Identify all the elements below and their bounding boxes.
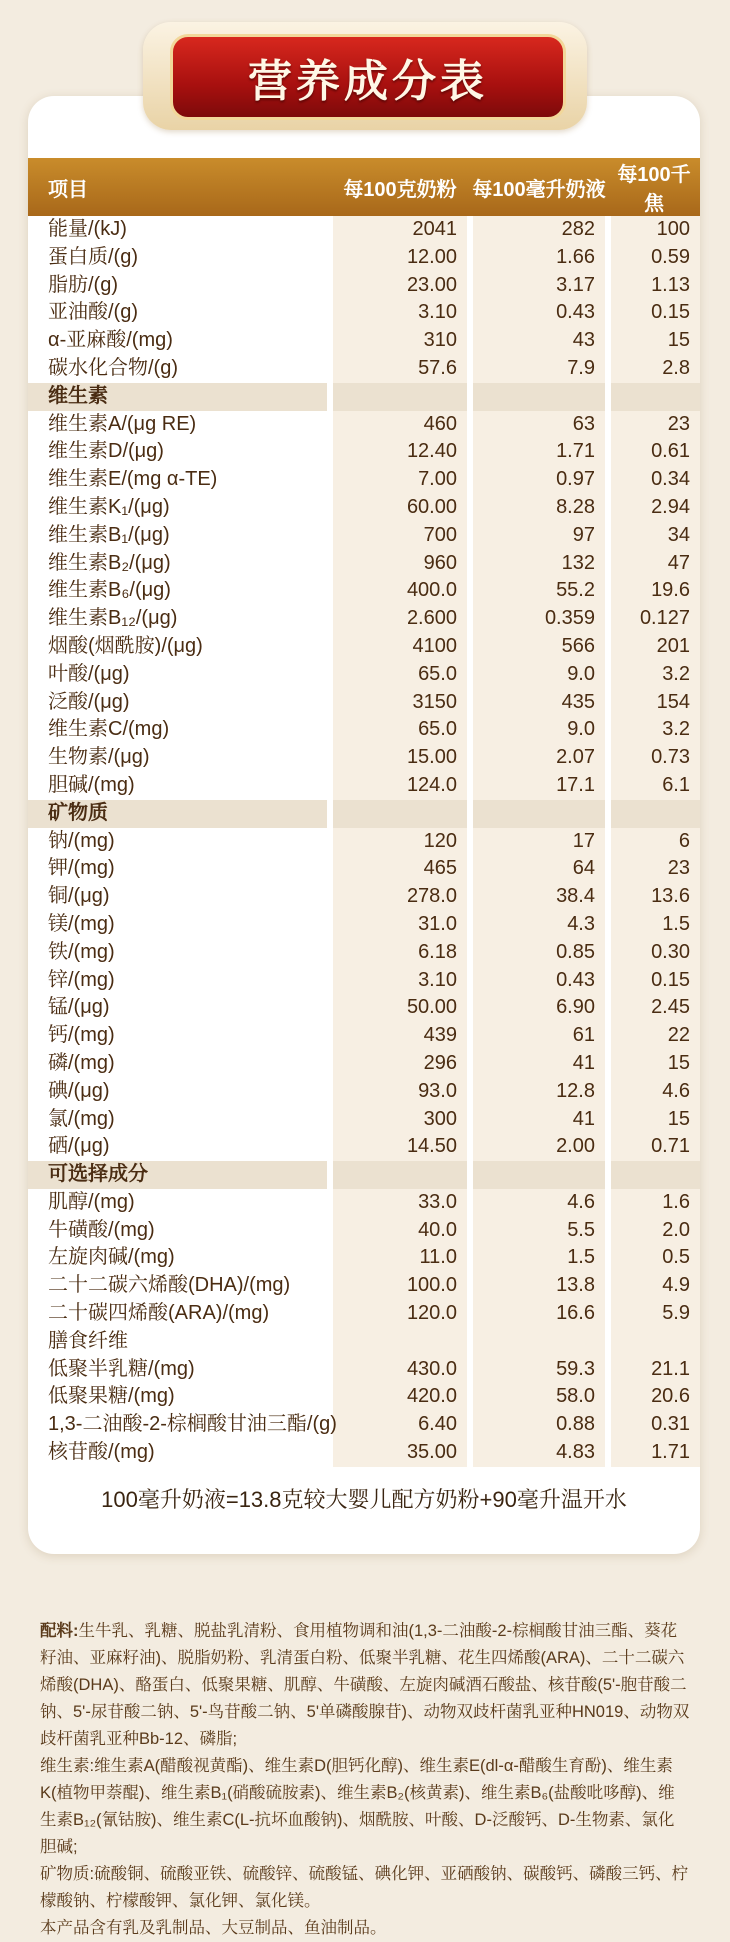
nutrient-name: 硒/(μg): [48, 1135, 110, 1158]
value-per-100kj: 20.6: [608, 1383, 700, 1411]
header-per-100ml: 每100毫升奶液: [470, 158, 608, 216]
value-per-100kj: 201: [608, 633, 700, 661]
value-per-100ml: 4.83: [470, 1439, 608, 1467]
nutrient-name: 核苷酸/(mg): [48, 1441, 155, 1464]
table-row: [28, 550, 700, 578]
value-per-100ml: 4.6: [470, 1189, 608, 1217]
value-per-100kj: 1.13: [608, 272, 700, 300]
nutrient-name: 脂肪/(g): [48, 273, 118, 296]
value-per-100kj: 2.94: [608, 494, 700, 522]
value-per-100kj: 0.59: [608, 244, 700, 272]
value-per-100g: 93.0: [330, 1078, 470, 1106]
value-per-100ml: 0.43: [470, 967, 608, 995]
value-per-100g: 35.00: [330, 1439, 470, 1467]
ingredients-paragraph: [40, 1618, 690, 1753]
value-per-100g: 400.0: [330, 577, 470, 605]
nutrient-name: 碳水化合物/(g): [48, 356, 178, 379]
nutrient-name: 烟酸(烟酰胺)/(μg): [48, 634, 203, 657]
value-per-100g: [330, 1328, 470, 1356]
table-row: [28, 466, 700, 494]
value-per-100kj: 23: [608, 411, 700, 439]
table-row: [28, 1050, 700, 1078]
value-per-100kj: 0.71: [608, 1133, 700, 1161]
value-per-100g: 100.0: [330, 1272, 470, 1300]
table-row: [28, 1439, 700, 1467]
header-row: [28, 158, 700, 216]
nutrient-name: 肌醇/(mg): [48, 1190, 135, 1213]
table-row: [28, 716, 700, 744]
section-header-row: [28, 383, 700, 411]
nutrient-name: 维生素B₂/(μg): [48, 551, 171, 574]
value-per-100ml: 63: [470, 411, 608, 439]
table-row: [28, 939, 700, 967]
value-per-100g: 7.00: [330, 466, 470, 494]
nutrient-name: 锰/(μg): [48, 996, 110, 1019]
value-per-100kj: 0.5: [608, 1244, 700, 1272]
section-title: 矿物质: [28, 800, 330, 828]
table-row: [28, 216, 700, 244]
section-spacer-cell: [330, 383, 470, 411]
nutrient-name: 胆碱/(mg): [48, 773, 135, 796]
value-per-100kj: 1.5: [608, 911, 700, 939]
table-row: [28, 994, 700, 1022]
value-per-100ml: 1.66: [470, 244, 608, 272]
value-per-100ml: 41: [470, 1050, 608, 1078]
value-per-100kj: 6: [608, 828, 700, 856]
value-per-100kj: 154: [608, 689, 700, 717]
value-per-100g: 420.0: [330, 1383, 470, 1411]
table-header: [28, 158, 700, 216]
ingredients-section: [40, 1618, 690, 1942]
nutrient-name: 能量/(kJ): [48, 218, 127, 240]
value-per-100ml: 3.17: [470, 272, 608, 300]
table-row: [28, 522, 700, 550]
value-per-100g: 278.0: [330, 883, 470, 911]
value-per-100kj: 2.0: [608, 1217, 700, 1245]
table-row: [28, 411, 700, 439]
table-row: [28, 299, 700, 327]
table-row: [28, 438, 700, 466]
nutrient-name: 钾/(mg): [48, 857, 115, 880]
ingredients-text: 生牛乳、乳糖、脱盐乳清粉、食用植物调和油(1,3-二油酸-2-棕榈酸甘油三酯、葵花籽油、亚麻籽油)、脱脂奶粉、乳清蛋白粉、低聚半乳糖、花生四烯酸(ARA)、二十二碳六烯酸(DHA)、酪蛋白、低聚果糖、肌醇、牛磺酸、左旋肉碱酒石酸盐、核苷酸(5'-胞苷酸二钠、5'-尿苷酸二钠、5'-鸟苷酸二钠、5'单磷酸腺苷)、动物双歧杆菌乳亚种HN019、动物双歧杆菌乳亚种Bb-12、磷脂;: [40, 1622, 690, 1748]
value-per-100kj: 0.30: [608, 939, 700, 967]
nutrient-name: 膳食纤维: [48, 1329, 128, 1352]
nutrient-name: 铁/(mg): [48, 940, 115, 963]
value-per-100kj: 0.61: [608, 438, 700, 466]
table-row: [28, 1356, 700, 1384]
value-per-100ml: 6.90: [470, 994, 608, 1022]
value-per-100kj: 1.71: [608, 1439, 700, 1467]
table-row: [28, 661, 700, 689]
nutrient-name: 钙/(mg): [48, 1024, 115, 1047]
nutrient-name: 叶酸/(μg): [48, 662, 130, 685]
value-per-100g: 65.0: [330, 661, 470, 689]
value-per-100g: 12.40: [330, 438, 470, 466]
table-row: [28, 1106, 700, 1134]
section-spacer-cell: [330, 1161, 470, 1189]
table-row: [28, 577, 700, 605]
table-row: [28, 272, 700, 300]
table-row: [28, 883, 700, 911]
value-per-100g: 12.00: [330, 244, 470, 272]
value-per-100ml: 17.1: [470, 772, 608, 800]
nutrient-name: 锌/(mg): [48, 968, 115, 991]
nutrient-name: 低聚半乳糖/(mg): [48, 1357, 195, 1380]
table-row: [28, 1328, 700, 1356]
value-per-100kj: 19.6: [608, 577, 700, 605]
section-spacer-cell: [608, 383, 700, 411]
section-title: 维生素: [28, 383, 330, 411]
nutrient-name: 维生素B₁₂/(μg): [48, 607, 178, 630]
value-per-100g: 14.50: [330, 1133, 470, 1161]
value-per-100kj: 13.6: [608, 883, 700, 911]
value-per-100ml: 0.85: [470, 939, 608, 967]
table-row: [28, 967, 700, 995]
minerals-paragraph: 矿物质:硫酸铜、硫酸亚铁、硫酸锌、硫酸锰、碘化钾、亚硒酸钠、碳酸钙、磷酸三钙、柠檬酸钠、柠檬酸钾、氯化钾、氯化镁。: [40, 1865, 689, 1910]
value-per-100ml: 7.9: [470, 355, 608, 383]
table-row: [28, 855, 700, 883]
value-per-100ml: 17: [470, 828, 608, 856]
value-per-100g: 6.18: [330, 939, 470, 967]
table-row: [28, 1189, 700, 1217]
value-per-100kj: 4.6: [608, 1078, 700, 1106]
value-per-100ml: 59.3: [470, 1356, 608, 1384]
allergen-paragraph: 本产品含有乳及乳制品、大豆制品、鱼油制品。: [40, 1919, 387, 1937]
nutrient-name: 维生素E/(mg α-TE): [48, 468, 218, 491]
nutrient-name: 二十碳四烯酸(ARA)/(mg): [48, 1302, 270, 1325]
value-per-100kj: 1.6: [608, 1189, 700, 1217]
value-per-100g: 960: [330, 550, 470, 578]
value-per-100ml: 12.8: [470, 1078, 608, 1106]
value-per-100ml: 4.3: [470, 911, 608, 939]
value-per-100ml: 0.359: [470, 605, 608, 633]
value-per-100ml: 41: [470, 1106, 608, 1134]
value-per-100kj: 4.9: [608, 1272, 700, 1300]
table-row: [28, 1217, 700, 1245]
nutrient-name: 铜/(μg): [48, 885, 110, 908]
table-row: [28, 244, 700, 272]
value-per-100ml: 55.2: [470, 577, 608, 605]
value-per-100ml: 0.88: [470, 1411, 608, 1439]
value-per-100kj: [608, 1328, 700, 1356]
section-header-row: [28, 1161, 700, 1189]
nutrient-name: 维生素D/(μg): [48, 440, 164, 463]
table-row: [28, 1244, 700, 1272]
value-per-100g: 3.10: [330, 967, 470, 995]
value-per-100kj: 5.9: [608, 1300, 700, 1328]
nutrient-name: 磷/(mg): [48, 1051, 115, 1074]
nutrient-name: 维生素B₁/(μg): [48, 523, 170, 546]
value-per-100kj: 0.34: [608, 466, 700, 494]
nutrition-table: [28, 158, 700, 1467]
nutrient-name: 生物素/(μg): [48, 746, 150, 769]
value-per-100ml: 58.0: [470, 1383, 608, 1411]
table-row: [28, 1411, 700, 1439]
value-per-100ml: 1.71: [470, 438, 608, 466]
table-row: [28, 494, 700, 522]
value-per-100ml: 5.5: [470, 1217, 608, 1245]
value-per-100g: 310: [330, 327, 470, 355]
value-per-100kj: 0.127: [608, 605, 700, 633]
value-per-100ml: 435: [470, 689, 608, 717]
value-per-100kj: 0.15: [608, 967, 700, 995]
ingredients-label: 配料:: [40, 1622, 79, 1640]
table-row: [28, 1078, 700, 1106]
value-per-100kj: 15: [608, 327, 700, 355]
section-spacer-cell: [470, 383, 608, 411]
value-per-100kj: 23: [608, 855, 700, 883]
value-per-100g: 23.00: [330, 272, 470, 300]
value-per-100kj: 0.73: [608, 744, 700, 772]
section-spacer-cell: [608, 800, 700, 828]
value-per-100kj: 21.1: [608, 1356, 700, 1384]
value-per-100g: 2.600: [330, 605, 470, 633]
value-per-100ml: 9.0: [470, 716, 608, 744]
nutrient-name: α-亚麻酸/(mg): [48, 329, 173, 352]
value-per-100kj: 0.31: [608, 1411, 700, 1439]
value-per-100g: 6.40: [330, 1411, 470, 1439]
value-per-100g: 296: [330, 1050, 470, 1078]
nutrient-name: 氯/(mg): [48, 1107, 115, 1130]
value-per-100g: 439: [330, 1022, 470, 1050]
value-per-100g: 430.0: [330, 1356, 470, 1384]
value-per-100ml: 16.6: [470, 1300, 608, 1328]
preparation-note: 100毫升奶液=13.8克较大婴儿配方奶粉+90毫升温开水: [101, 1487, 627, 1512]
value-per-100ml: 132: [470, 550, 608, 578]
nutrient-name: 低聚果糖/(mg): [48, 1385, 175, 1408]
value-per-100ml: 61: [470, 1022, 608, 1050]
header-item: 项目: [28, 158, 330, 216]
nutrient-name: 维生素K₁/(μg): [48, 495, 170, 518]
value-per-100kj: 15: [608, 1050, 700, 1078]
table-row: [28, 744, 700, 772]
vitamins-paragraph: 维生素:维生素A(醋酸视黄酯)、维生素D(胆钙化醇)、维生素E(dl-α-醋酸生育酚)、维生素K(植物甲萘醌)、维生素B₁(硝酸硫胺素)、维生素B₂(核黄素)、维生素B₆(盐酸吡哆醇)、维生素B₁₂(氰钴胺)、维生素C(L-抗坏血酸钠)、烟酰胺、叶酸、D-泛酸钙、D-生物素、氯化胆碱;: [40, 1757, 675, 1856]
table-row: [28, 355, 700, 383]
value-per-100g: 33.0: [330, 1189, 470, 1217]
value-per-100kj: 0.15: [608, 299, 700, 327]
nutrient-name: 左旋肉碱/(mg): [48, 1246, 175, 1269]
value-per-100g: 3150: [330, 689, 470, 717]
table-row: [28, 605, 700, 633]
table-row: [28, 1272, 700, 1300]
value-per-100g: 3.10: [330, 299, 470, 327]
value-per-100g: 2041: [330, 216, 470, 244]
table-body: [28, 216, 700, 1467]
table-row: [28, 1383, 700, 1411]
table-row: [28, 1133, 700, 1161]
value-per-100ml: 566: [470, 633, 608, 661]
nutrient-name: 二十二碳六烯酸(DHA)/(mg): [48, 1274, 291, 1297]
section-title: 可选择成分: [28, 1161, 330, 1189]
value-per-100kj: 47: [608, 550, 700, 578]
value-per-100g: 120.0: [330, 1300, 470, 1328]
value-per-100g: 460: [330, 411, 470, 439]
value-per-100g: 31.0: [330, 911, 470, 939]
value-per-100ml: 0.43: [470, 299, 608, 327]
table-row: [28, 1022, 700, 1050]
value-per-100ml: 13.8: [470, 1272, 608, 1300]
value-per-100g: 50.00: [330, 994, 470, 1022]
value-per-100ml: 97: [470, 522, 608, 550]
table-row: [28, 828, 700, 856]
value-per-100ml: 43: [470, 327, 608, 355]
table-row: [28, 1300, 700, 1328]
value-per-100kj: 2.8: [608, 355, 700, 383]
value-per-100g: 700: [330, 522, 470, 550]
value-per-100g: 15.00: [330, 744, 470, 772]
table-row: [28, 633, 700, 661]
nutrient-name: 维生素A/(μg RE): [48, 412, 197, 435]
value-per-100g: 40.0: [330, 1217, 470, 1245]
table-row: [28, 327, 700, 355]
value-per-100g: 120: [330, 828, 470, 856]
value-per-100kj: 3.2: [608, 661, 700, 689]
nutrient-name: 牛磺酸/(mg): [48, 1218, 155, 1241]
value-per-100g: 124.0: [330, 772, 470, 800]
table-row: [28, 911, 700, 939]
table-row: [28, 689, 700, 717]
section-spacer-cell: [470, 800, 608, 828]
value-per-100ml: 38.4: [470, 883, 608, 911]
value-per-100kj: 15: [608, 1106, 700, 1134]
section-spacer-cell: [470, 1161, 608, 1189]
nutrient-name: 蛋白质/(g): [48, 245, 138, 268]
section-header-row: [28, 800, 700, 828]
value-per-100g: 65.0: [330, 716, 470, 744]
value-per-100kj: 6.1: [608, 772, 700, 800]
table-row: [28, 772, 700, 800]
value-per-100kj: 100: [608, 216, 700, 244]
value-per-100ml: 64: [470, 855, 608, 883]
value-per-100g: 4100: [330, 633, 470, 661]
value-per-100ml: 1.5: [470, 1244, 608, 1272]
title-badge: 营养成分表: [170, 34, 566, 120]
nutrient-name: 维生素C/(mg): [48, 718, 170, 741]
nutrient-name: 1,3-二油酸-2-棕榈酸甘油三酯/(g): [48, 1413, 337, 1436]
value-per-100kj: 2.45: [608, 994, 700, 1022]
section-spacer-cell: [330, 800, 470, 828]
value-per-100ml: 2.07: [470, 744, 608, 772]
value-per-100g: 60.00: [330, 494, 470, 522]
value-per-100g: 11.0: [330, 1244, 470, 1272]
value-per-100g: 300: [330, 1106, 470, 1134]
nutrient-name: 维生素B₆/(μg): [48, 579, 171, 602]
section-spacer-cell: [608, 1161, 700, 1189]
nutrient-name: 镁/(mg): [48, 912, 115, 935]
value-per-100kj: 22: [608, 1022, 700, 1050]
nutrient-name: 泛酸/(μg): [48, 690, 130, 713]
value-per-100g: 57.6: [330, 355, 470, 383]
value-per-100ml: 0.97: [470, 466, 608, 494]
value-per-100ml: 8.28: [470, 494, 608, 522]
value-per-100kj: 3.2: [608, 716, 700, 744]
value-per-100g: 465: [330, 855, 470, 883]
nutrient-name: 碘/(μg): [48, 1079, 110, 1102]
nutrient-name: 亚油酸/(g): [48, 301, 138, 324]
value-per-100ml: [470, 1328, 608, 1356]
nutrient-name: 钠/(mg): [48, 829, 115, 852]
value-per-100ml: 282: [470, 216, 608, 244]
header-per-100kj: 每100千焦: [608, 158, 700, 216]
value-per-100ml: 9.0: [470, 661, 608, 689]
value-per-100ml: 2.00: [470, 1133, 608, 1161]
value-per-100kj: 34: [608, 522, 700, 550]
header-per-100g: 每100克奶粉: [330, 158, 470, 216]
